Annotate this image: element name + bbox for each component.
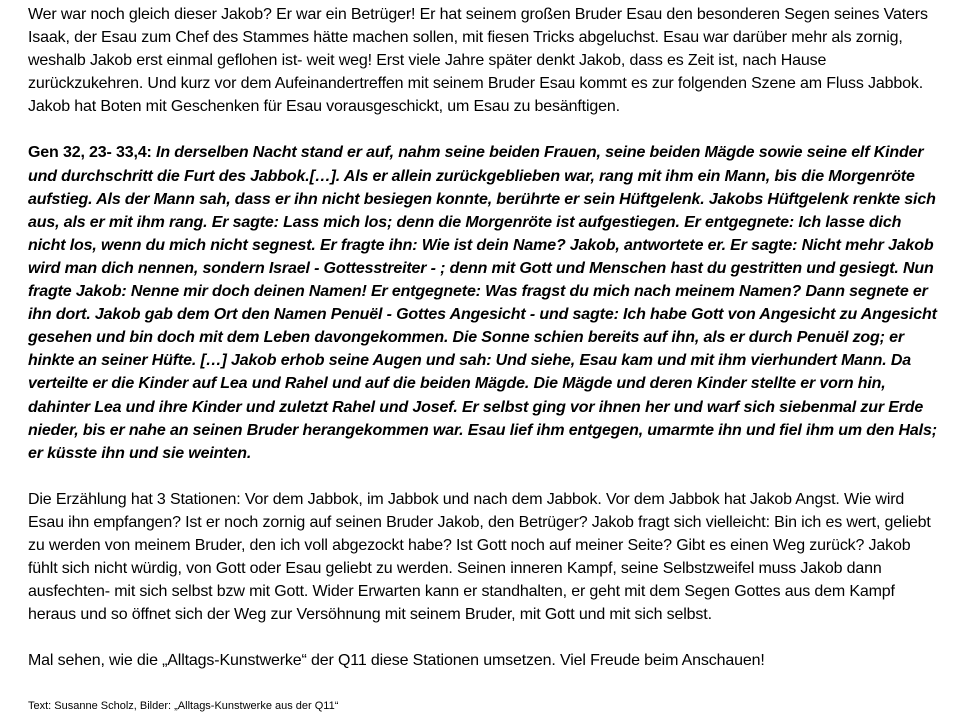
slide-text-body <box>28 3 940 672</box>
bible-reference: Gen 32, 23- 33,4: <box>28 144 152 162</box>
credit-line: Text: Susanne Scholz, Bilder: „Alltags-Kunstwerke aus der Q11“ <box>28 700 339 712</box>
bible-passage-paragraph <box>28 141 940 464</box>
stations-paragraph: Die Erzählung hat 3 Stationen: Vor dem Jabbok, im Jabbok und nach dem Jabbok. Vor dem Jabbok hat Jakob Angst. Wie wird Esau ihn empfangen? Ist er noch zornig auf seinen Bruder Jakob, den Betrüger? Jakob fragt sich vielleicht: Bin ich es wert, geliebt zu werden von meinem Bruder, den ich voll abgezockt habe? Ist Gott noch auf meiner Seite? Gibt es einen Weg zurück? Jakob fühlt sich nicht würdig, von Gott oder Esau geliebt zu werden. Seinen inneren Kampf, seine Selbstzweifel muss Jakob dann ausfechten- mit sich selbst bzw mit Gott. Wider Erwarten kann er standhalten, er geht mit dem Segen Gottes aus dem Kampf heraus und so öffnet sich der Weg zur Versöhnung mit seinem Bruder, mit Gott und mit sich selbst. <box>28 490 931 624</box>
bible-quote: In derselben Nacht stand er auf, nahm seine beiden Frauen, seine beiden Mägde sowie seine elf Kinder und durchschritt die Furt des Jabbok.[…]. Als er allein zurückgeblieben war, rang mit ihm ein Mann, bis die Morgenröte aufstieg. Als der Mann sah, dass er ihn nicht besiegen konnte, berührte er sein Hüftgelenk. Jakobs Hüftgelenk renkte sich aus, als er mit ihm rang. Er sagte: Lass mich los; denn die Morgenröte ist aufgestiegen. Er entgegnete: Ich lasse dich nicht los, wenn du mich nicht segnest. Er fragte ihn: Wie ist dein Name? Jakob, antwortete er. Er sagte: Nicht mehr Jakob wird man dich nennen, sondern Israel - Gottesstreiter - ; denn mit Gott und Menschen hast du gestritten und gesiegt. Nun fragte Jakob: Nenne mir doch deinen Namen! Er entgegnete: Was fragst du mich nach meinem Namen? Dann segnete er ihn dort. Jakob gab dem Ort den Namen Penuël - Gottes Angesicht - und sagte: Ich habe Gott von Angesicht zu Angesicht gesehen und bin doch mit dem Leben davongekommen. Die Sonne schien bereits auf ihn, als er durch Penuël zog; er hinkte an seiner Hüfte. […] Jakob erhob seine Augen und sah: Und siehe, Esau kam und mit ihm vierhundert Mann. Da verteilte er die Kinder auf Lea und Rahel und auf die beiden Mägde. Die Mägde und deren Kinder stellte er vorn hin, dahinter Lea und ihre Kinder und zuletzt Rahel und Josef. Er selbst ging vor ihnen her und warf sich siebenmal zur Erde nieder, bis er nahe an seinen Bruder herangekommen war. Esau lief ihm entgegen, umarmte ihn und fiel ihm um den Hals; er küsste ihn und sie weinten. <box>28 144 937 462</box>
intro-paragraph: Wer war noch gleich dieser Jakob? Er war ein Betrüger! Er hat seinem großen Bruder Esau den besonderen Segen seines Vaters Isaak, der Esau zum Chef des Stammes hätte machen sollen, mit fiesen Tricks abgeluchst. Esau war darüber mehr als zornig, weshalb Jakob erst einmal geflohen ist- weit weg! Erst viele Jahre später denkt Jakob, dass es Zeit ist, nach Hause zurückzukehren. Und kurz vor dem Aufeinandertreffen mit seinem Bruder Esau kommt es zur folgenden Szene am Fluss Jabbok. Jakob hat Boten mit Geschenken für Esau vorausgeschickt, um Esau zu besänftigen. <box>28 6 928 116</box>
closing-paragraph: Mal sehen, wie die „Alltags-Kunstwerke“ der Q11 diese Stationen umsetzen. Viel Freude beim Anschauen! <box>28 652 765 670</box>
